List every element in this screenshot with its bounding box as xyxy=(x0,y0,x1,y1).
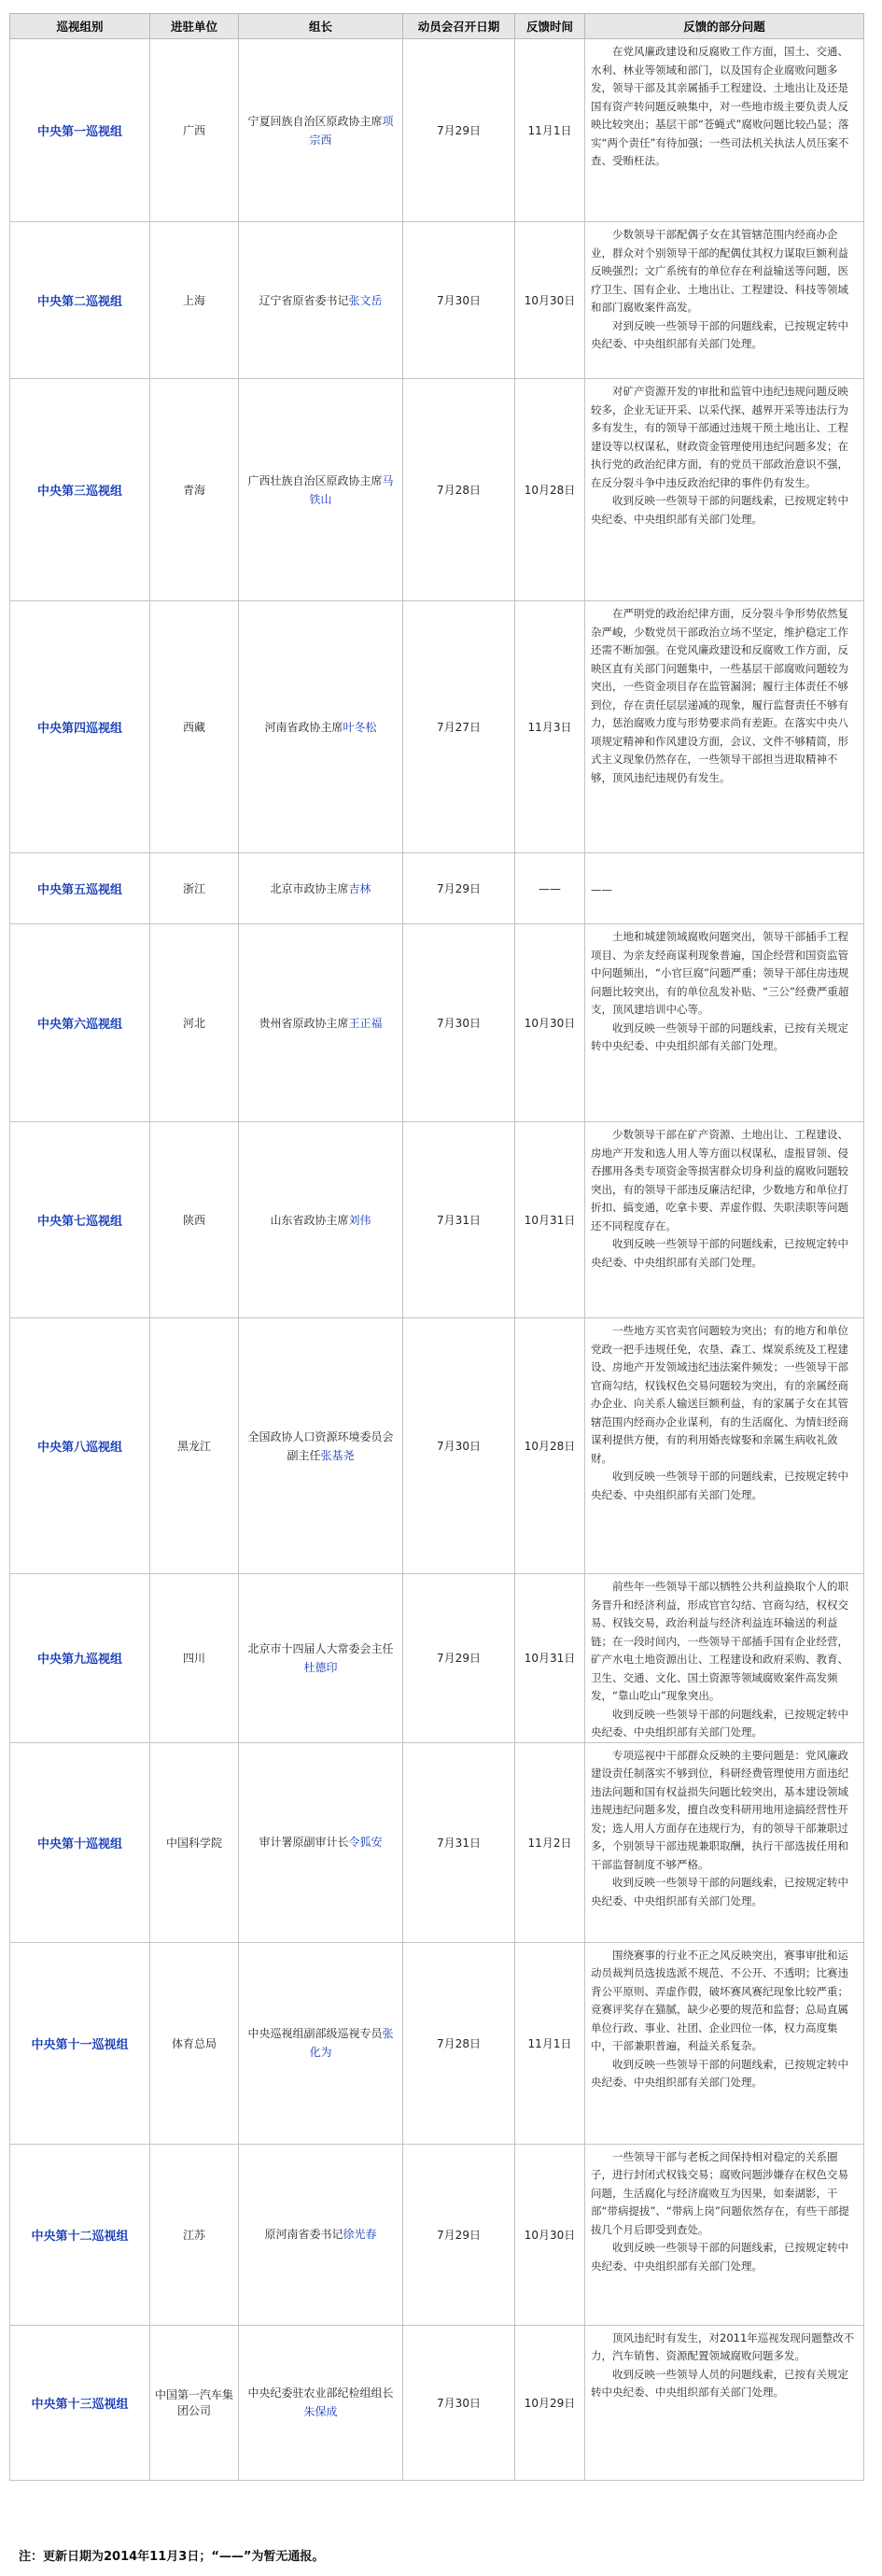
feedback-date: 10月31日 xyxy=(515,1574,585,1743)
leader-name-link[interactable]: 吉林 xyxy=(348,881,371,895)
inspected-unit: 上海 xyxy=(150,222,239,379)
group-leader xyxy=(239,2325,403,2480)
group-leader xyxy=(239,2144,403,2325)
feedback-issues xyxy=(585,1942,864,2144)
issue-paragraph: 土地和城建领域腐败问题突出，领导干部插手工程项目、为亲友经商谋利现象普遍，国企经营和国资监管中问题频出，“小官巨腐”问题严重；领导干部住房违规问题比较突出，有的单位乱发补贴、“三公”经费严重超支，顶风建培训中心等。 xyxy=(591,930,849,1016)
issue-paragraph: 收到反映一些领导干部的问题线索，已按规定转中央纪委、中央组织部有关部门处理。 xyxy=(591,494,848,526)
issue-paragraph: 对矿产资源开发的审批和监管中违纪违规问题反映较多，企业无证开采、以采代探、越界开采等违法行为多有发生，有的领导干部通过违规干预土地出让、工程建设等以权谋私，财政资金管理使用违纪问题多发；在执行党的政治纪律方面，有的党员干部政治意识不强，在反分裂斗争中违反政治纪律的事件仍有发生。 xyxy=(591,385,848,489)
feedback-issues xyxy=(585,853,864,924)
table-row xyxy=(10,1742,864,1942)
issue-paragraph: 在党风廉政建设和反腐败工作方面，国土、交通、水利、林业等领域和部门，以及国有企业腐败问题多发，领导干部及其亲属插手工程建设、土地出让及还是国有资产转问题反映集中，对一些地市级主要负责人反映比较突出；基层干部“苍蝇式”腐败问题比较凸显；落实“两个责任”有待加强；一些司法机关执法人员压案不查、受贿枉法。 xyxy=(591,45,849,167)
leader-title: 中央纪委驻农业部纪检组组长 xyxy=(247,2386,394,2400)
inspection-group: 中央第六巡视组 xyxy=(10,924,150,1122)
group-leader xyxy=(239,924,403,1122)
leader-title: 广西壮族自治区原政协主席 xyxy=(247,473,383,487)
inspected-unit: 江苏 xyxy=(150,2144,239,2325)
table-row xyxy=(10,1318,864,1574)
feedback-date: 10月28日 xyxy=(515,379,585,601)
leader-title: 贵州省原政协主席 xyxy=(259,1016,349,1030)
leader-title: 河南省政协主席 xyxy=(264,720,343,734)
group-leader xyxy=(239,1574,403,1743)
issue-paragraph: 专项巡视中干部群众反映的主要问题是：党风廉政建设责任制落实不够到位，科研经费管理使用方面违纪违法问题和国有权益损失问题比较突出，基本建设领域违规违纪问题多发，擅自改变科研用地用途搞经营性开发；选人用人方面存在违规行为，有的领导干部兼职过多，个别领导干部违规兼职取酬，执行干部选拔任用和干部监督制度不够严格。 xyxy=(591,1748,848,1871)
inspection-group: 中央第十巡视组 xyxy=(10,1742,150,1942)
group-leader xyxy=(239,1122,403,1318)
mobilization-date: 7月29日 xyxy=(403,853,515,924)
inspection-group: 中央第十一巡视组 xyxy=(10,1942,150,2144)
issue-paragraph: 收到反映一些领导干部的问题线索，已按规定转中央纪委、中央组织部有关部门处理。 xyxy=(591,1470,848,1501)
group-leader xyxy=(239,601,403,853)
leader-title: 中央巡视组副部级巡视专员 xyxy=(247,2027,383,2040)
feedback-date: 11月1日 xyxy=(515,1942,585,2144)
footnote: 注：更新日期为2014年11月3日；“——”为暂无通报。 xyxy=(19,2550,325,2564)
leader-title: 山东省政协主席 xyxy=(270,1213,349,1227)
group-leader xyxy=(239,1318,403,1574)
group-leader xyxy=(239,853,403,924)
inspection-group: 中央第八巡视组 xyxy=(10,1318,150,1574)
feedback-date: 10月30日 xyxy=(515,924,585,1122)
feedback-date: 10月31日 xyxy=(515,1122,585,1318)
leader-name-link[interactable]: 张基尧 xyxy=(320,1448,355,1462)
leader-name-link[interactable]: 叶冬松 xyxy=(343,720,377,734)
inspected-unit: 广西 xyxy=(150,39,239,222)
feedback-issues xyxy=(585,1318,864,1574)
feedback-issues xyxy=(585,379,864,601)
group-leader xyxy=(239,1742,403,1942)
table-row xyxy=(10,379,864,601)
feedback-issues xyxy=(585,2325,864,2480)
feedback-issues xyxy=(585,1574,864,1743)
table-row xyxy=(10,601,864,853)
issue-paragraph: 收到反映一些领导干部的问题线索，已按规定转中央纪委、中央组织部有关部门处理。 xyxy=(591,1876,848,1907)
leader-name-link[interactable]: 张化为 xyxy=(309,2027,394,2059)
table-row xyxy=(10,853,864,924)
leader-name-link[interactable]: 王正福 xyxy=(348,1016,383,1030)
issue-paragraph: 收到反映一些领导干部的问题线索，已按规定转中央纪委、中央组织部有关部门处理。 xyxy=(591,1237,848,1269)
mobilization-date: 7月28日 xyxy=(403,1942,515,2144)
feedback-date: 11月1日 xyxy=(515,39,585,222)
leader-title: 宁夏回族自治区原政协主席 xyxy=(247,114,383,128)
table-row xyxy=(10,924,864,1122)
leader-title: 北京市十四届人大常委会主任 xyxy=(247,1641,394,1655)
leader-name-link[interactable]: 徐光春 xyxy=(343,2228,377,2241)
inspection-group: 中央第五巡视组 xyxy=(10,853,150,924)
feedback-issues xyxy=(585,924,864,1122)
leader-title: 原河南省委书记 xyxy=(264,2228,343,2241)
group-leader xyxy=(239,222,403,379)
inspection-table xyxy=(9,13,864,2481)
group-leader xyxy=(239,1942,403,2144)
table-row xyxy=(10,2144,864,2325)
mobilization-date: 7月29日 xyxy=(403,1574,515,1743)
header-group: 巡视组别 xyxy=(10,14,150,39)
inspected-unit: 陕西 xyxy=(150,1122,239,1318)
inspected-unit: 四川 xyxy=(150,1574,239,1743)
inspected-unit: 青海 xyxy=(150,379,239,601)
leader-title: 辽宁省原省委书记 xyxy=(259,293,349,307)
mobilization-date: 7月30日 xyxy=(403,924,515,1122)
table-header-row xyxy=(10,14,864,39)
table-body xyxy=(10,39,864,2481)
issue-paragraph: 对到反映一些领导干部的问题线索，已按规定转中央纪委、中央组织部有关部门处理。 xyxy=(591,318,848,350)
header-unit: 进驻单位 xyxy=(150,14,239,39)
inspected-unit: 西藏 xyxy=(150,601,239,853)
feedback-date: 10月30日 xyxy=(515,222,585,379)
table-row xyxy=(10,1122,864,1318)
leader-name-link[interactable]: 项宗西 xyxy=(309,114,394,147)
group-leader xyxy=(239,39,403,222)
leader-name-link[interactable]: 朱保成 xyxy=(303,2405,338,2418)
inspected-unit: 体育总局 xyxy=(150,1942,239,2144)
leader-title: 审计署原副审计长 xyxy=(259,1836,349,1849)
inspection-group: 中央第七巡视组 xyxy=(10,1122,150,1318)
table-row xyxy=(10,1574,864,1743)
issue-paragraph: 收到反映一些领导干部的问题线索，已按规定转中央纪委、中央组织部有关部门处理。 xyxy=(591,2057,848,2089)
mobilization-date: 7月29日 xyxy=(403,39,515,222)
feedback-date: 10月29日 xyxy=(515,2325,585,2480)
inspection-group: 中央第九巡视组 xyxy=(10,1574,150,1743)
mobilization-date: 7月30日 xyxy=(403,222,515,379)
table-row xyxy=(10,39,864,222)
issue-paragraph: 收到反映一些领导人员的问题线索，已按有关规定转中央纪委、中央组织部有关部门处理。 xyxy=(591,2367,848,2399)
issue-paragraph: 顶风违纪时有发生，对2011年巡视发现问题整改不力，汽车销售、资源配置领域腐败问题多发。 xyxy=(591,2330,855,2362)
inspection-group: 中央第十二巡视组 xyxy=(10,2144,150,2325)
feedback-date: 10月30日 xyxy=(515,2144,585,2325)
issue-paragraph: 收到反映一些领导干部的问题线索，已按规定转中央纪委、中央组织部有关部门处理。 xyxy=(591,2241,848,2273)
issue-paragraph: 一些领导干部与老板之间保持相对稳定的关系圈子，进行封闭式权钱交易；腐败问题涉嫌存在权色交易问题，生活腐化与经济腐败互为因果，如秦湖影，干部“带病提拔”、“带病上岗”问题依然存在，有些干部提拔几个月后即受到查处。 xyxy=(591,2149,849,2236)
inspection-group: 中央第三巡视组 xyxy=(10,379,150,601)
mobilization-date: 7月31日 xyxy=(403,1742,515,1942)
header-feedback-date: 反馈时间 xyxy=(515,14,585,39)
inspected-unit: 浙江 xyxy=(150,853,239,924)
header-leader: 组长 xyxy=(239,14,403,39)
table-row xyxy=(10,1942,864,2144)
feedback-date: —— xyxy=(515,853,585,924)
feedback-date: 10月28日 xyxy=(515,1318,585,1574)
leader-title: 全国政协人口资源环境委员会副主任 xyxy=(247,1429,394,1462)
leader-title: 北京市政协主席 xyxy=(270,881,349,895)
leader-name-link[interactable]: 刘伟 xyxy=(348,1213,371,1227)
inspection-group: 中央第四巡视组 xyxy=(10,601,150,853)
issue-paragraph: 少数领导干部在矿产资源、土地出让、工程建设、房地产开发和选人用人等方面以权谋私，虚报冒领、侵吞挪用各类专项资金等损害群众切身利益的腐败问题较突出，有的领导干部违反廉洁纪律，少数地方和单位打折扣、搞变通，吃拿卡要、弄虚作假、失职渎职等问题还不同程度存在。 xyxy=(591,1128,848,1232)
mobilization-date: 7月28日 xyxy=(403,379,515,601)
issue-paragraph: 在严明党的政治纪律方面，反分裂斗争形势依然复杂严峻，少数党员干部政治立场不坚定，维护稳定工作还需不断加强。在党风廉政建设和反腐败工作方面，反映区直有关部门问题集中，一些基层干部腐败问题较为突出，一些资金项目存在监管漏洞；履行主体责任不够到位，存在责任层层递减的现象，履行监督责任不够有力，惩治腐败力度与形势要求尚有差距。在落实中央八项规定精神和作风建设方面，会议、文件不够精简，形式主义现象仍然存在，一些领导干部担当进取精神不够，顶风违纪违规仍有发生。 xyxy=(591,607,848,784)
issue-paragraph: 少数领导干部配偶子女在其管辖范围内经商办企业，群众对个别领导干部的配偶仗其权力谋取巨额利益反映强烈；文广系统有的单位存在利益输送等问题，医疗卫生、国有企业、土地出让、工程建设、科技等领域和部门腐败案件高发。 xyxy=(591,228,848,314)
inspection-group: 中央第二巡视组 xyxy=(10,222,150,379)
feedback-date: 11月3日 xyxy=(515,601,585,853)
mobilization-date: 7月27日 xyxy=(403,601,515,853)
mobilization-date: 7月30日 xyxy=(403,1318,515,1574)
group-leader xyxy=(239,379,403,601)
feedback-issues xyxy=(585,2144,864,2325)
header-issues: 反馈的部分问题 xyxy=(585,14,864,39)
feedback-issues xyxy=(585,222,864,379)
inspected-unit: 中国第一汽车集团公司 xyxy=(150,2325,239,2480)
issue-paragraph: 前些年一些领导干部以牺牲公共利益换取个人的职务晋升和经济利益，形成官官勾结、官商勾结，权权交易、权钱交易，政治利益与经济利益连环输送的利益链；在一段时间内，一些领导干部插手国有企业经营，矿产水电土地资源出让、工程建设和政府采购、教育、卫生、交通、文化、国土资源等领域腐败案件高发频发，“靠山吃山”现象突出。 xyxy=(591,1580,848,1702)
leader-name-link[interactable]: 马铁山 xyxy=(309,473,394,506)
issue-paragraph: 围绕赛事的行业不正之风反映突出，赛事审批和运动员裁判员选拔选派不规范、不公开、不透明；比赛违背公平原则、弄虚作假，破坏赛风赛纪现象比较严重；竞赛评奖存在猫腻，缺少必要的规范和监督；总局直属单位行政、事业、社团、企业四位一体，权力高度集中，干部兼职普遍，利益关系复杂。 xyxy=(591,1948,848,2052)
issue-paragraph: —— xyxy=(591,882,612,896)
inspected-unit: 中国科学院 xyxy=(150,1742,239,1942)
feedback-issues xyxy=(585,1122,864,1318)
issue-paragraph: 收到反映一些领导干部的问题线索，已按规定转中央纪委、中央组织部有关部门处理。 xyxy=(591,1707,848,1738)
feedback-issues xyxy=(585,601,864,853)
issue-paragraph: 一些地方买官卖官问题较为突出；有的地方和单位党政一把手违规任免，农垦、森工、煤炭系统及工程建设、房地产开发领域违纪违法案件频发；一些领导干部官商勾结，权钱权色交易问题较为突出，有的亲属经商办企业、向关系人输送巨额利益，有的家属子女在其管辖范围内经商办企业谋利，有的生活腐化、为情妇经商谋利提供方便，有的利用婚丧嫁娶和亲属生病收礼敛财。 xyxy=(591,1324,848,1465)
table-row xyxy=(10,222,864,379)
feedback-issues xyxy=(585,1742,864,1942)
leader-name-link[interactable]: 张文岳 xyxy=(348,293,383,307)
mobilization-date: 7月31日 xyxy=(403,1122,515,1318)
inspected-unit: 黑龙江 xyxy=(150,1318,239,1574)
inspection-group: 中央第一巡视组 xyxy=(10,39,150,222)
issue-paragraph: 收到反映一些领导干部的问题线索，已按有关规定转中央纪委、中央组织部有关部门处理。 xyxy=(591,1021,848,1052)
inspected-unit: 河北 xyxy=(150,924,239,1122)
inspection-group: 中央第十三巡视组 xyxy=(10,2325,150,2480)
feedback-date: 11月2日 xyxy=(515,1742,585,1942)
mobilization-date: 7月30日 xyxy=(403,2325,515,2480)
leader-name-link[interactable]: 令狐安 xyxy=(348,1836,383,1849)
header-mobilization-date: 动员会召开日期 xyxy=(403,14,515,39)
leader-name-link[interactable]: 杜德印 xyxy=(303,1660,338,1674)
mobilization-date: 7月29日 xyxy=(403,2144,515,2325)
table-row xyxy=(10,2325,864,2480)
feedback-issues xyxy=(585,39,864,222)
